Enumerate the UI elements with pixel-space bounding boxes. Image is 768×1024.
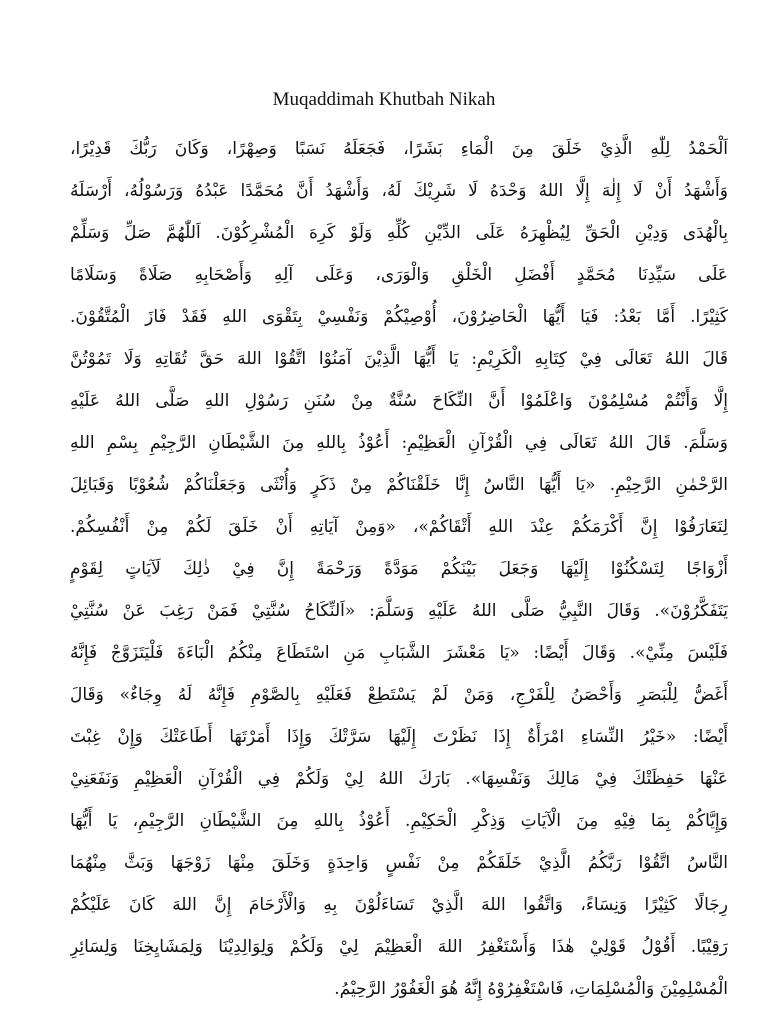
document-title: Muqaddimah Khutbah Nikah bbox=[272, 89, 496, 110]
text-line: أَيْضًا: «خَيْرُ النِّسَاءِ امْرَأَةٌ إِذَا نَظَرْتَ إِلَيْهَا سَرَّتْكَ وَإِذَا أَمَرْتَهَا أَطَاعَتْكَ وَإِنْ غِبْتَ bbox=[70, 727, 728, 747]
text-line: وَإِيَّاكُمْ بِمَا فِيْهِ مِنَ الْآيَاتِ وَذِكْرِ الْحَكِيْمِ. أَعُوْذُ بِاللهِ مِنَ الشَّيْطَانِ الرَّجِيْمِ، يَا أَيُّهَا bbox=[70, 811, 728, 831]
text-line: كَثِيْرًا. أَمَّا بَعْدُ: فَيَا أَيُّهَا الْحَاضِرُوْنَ، أُوْصِيْكُمْ وَنَفْسِيْ بِتَقْوَى اللهِ فَقَدْ فَازَ الْمُتَّقُوْنَ. bbox=[70, 307, 728, 327]
text-line: الرَّحْمٰنِ الرَّحِيْمِ. «يَا أَيُّهَا النَّاسُ إِنَّا خَلَقْنَاكُمْ مِنْ ذَكَرٍ وَأُنْثَى وَجَعَلْنَاكُمْ شُعُوْبًا وَقَبَائِلَ bbox=[70, 475, 728, 495]
text-line: أَغَضُّ لِلْبَصَرِ وَأَحْصَنُ لِلْفَرْجِ، وَمَنْ لَمْ يَسْتَطِعْ فَعَلَيْهِ بِالصَّوْمِ فَإِنَّهُ لَهُ وِجَاءٌ» وَقَالَ bbox=[70, 685, 728, 705]
text-line: وَأَشْهَدُ أَنْ لَا إِلٰهَ إِلَّا اللهُ وَحْدَهُ لَا شَرِيْكَ لَهُ، وَأَشْهَدُ أَنَّ مُحَمَّدًا عَبْدُهُ وَرَسُوْلُهُ، أَرْسَلَهُ bbox=[70, 181, 728, 201]
text-line: رَقِيْبًا. أَقُوْلُ قَوْلِيْ هٰذَا وَأَسْتَغْفِرُ اللهَ الْعَظِيْمَ لِيْ وَلَكُمْ وَلِوَالِدِيْنَا وَلِمَشَايِخِنَا وَلِسَائِرِ bbox=[70, 937, 728, 957]
text-line: الْمُسْلِمِيْنَ وَالْمُسْلِمَاتِ، فَاسْتَغْفِرُوْهُ إِنَّهُ هُوَ الْغَفُوْرُ الرَّحِيْمُ. bbox=[334, 979, 728, 999]
text-line: قَالَ اللهُ تَعَالَى فِيْ كِتَابِهِ الْكَرِيْمِ: يَا أَيُّهَا الَّذِيْنَ آمَنُوْا اتَّقُوْا اللهَ حَقَّ تُقَاتِهِ وَلَا تَمُوْتُنَّ bbox=[70, 349, 728, 369]
text-line: رِجَالًا كَثِيْرًا وَنِسَاءً، وَاتَّقُوا اللهَ الَّذِيْ تَسَاءَلُوْنَ بِهِ وَالْأَرْحَامَ إِنَّ اللهَ كَانَ عَلَيْكُمْ bbox=[70, 895, 728, 915]
text-line: إِلَّا وَأَنْتُمْ مُسْلِمُوْنَ وَاعْلَمُوْا أَنَّ النِّكَاحَ سُنَّةٌ مِنْ سُنَنِ رَسُوْلِ اللهِ صَلَّى اللهُ عَلَيْهِ bbox=[70, 391, 728, 411]
text-line: بِالْهُدَى وَدِيْنِ الْحَقِّ لِيُظْهِرَهُ عَلَى الدِّيْنِ كُلِّهِ وَلَوْ كَرِهَ الْمُشْرِكُوْنَ. اَللّٰهُمَّ صَلِّ وَسَلِّمْ bbox=[70, 223, 728, 243]
khutbah-body bbox=[70, 128, 728, 1010]
text-line: أَزْوَاجًا لِتَسْكُنُوْا إِلَيْهَا وَجَعَلَ بَيْنَكُمْ مَوَدَّةً وَرَحْمَةً إِنَّ فِيْ ذٰلِكَ لَآيَاتٍ لِقَوْمٍ bbox=[70, 559, 728, 579]
text-line: لِتَعَارَفُوْا إِنَّ أَكْرَمَكُمْ عِنْدَ اللهِ أَتْقَاكُمْ»، «وَمِنْ آيَاتِهِ أَنْ خَلَقَ لَكُمْ مِنْ أَنْفُسِكُمْ. bbox=[70, 517, 728, 537]
text-line: النَّاسُ اتَّقُوْا رَبَّكُمُ الَّذِيْ خَلَقَكُمْ مِنْ نَفْسٍ وَاحِدَةٍ وَخَلَقَ مِنْهَا زَوْجَهَا وَبَثَّ مِنْهُمَا bbox=[70, 853, 728, 873]
text-line: عَلَى سَيِّدِنَا مُحَمَّدٍ أَفْضَلِ الْخَلْقِ وَالْوَرَى، وَعَلَى آلِهِ وَأَصْحَابِهِ صَلَاةً وَسَلَامًا bbox=[70, 265, 728, 285]
text-line: فَلَيْسَ مِنِّيْ». وَقَالَ أَيْضًا: «يَا مَعْشَرَ الشَّبَابِ مَنِ اسْتَطَاعَ مِنْكُمُ الْبَاءَةَ فَلْيَتَزَوَّجْ فَإِنَّهُ bbox=[70, 643, 728, 663]
text-line: يَتَفَكَّرُوْنَ». وَقَالَ النَّبِيُّ صَلَّى اللهُ عَلَيْهِ وَسَلَّمَ: «اَلنِّكَاحُ سُنَّتِيْ فَمَنْ رَغِبَ عَنْ سُنَّتِيْ bbox=[70, 601, 728, 621]
text-line: وَسَلَّمَ. قَالَ اللهُ تَعَالَى فِي الْقُرْآنِ الْعَظِيْمِ: أَعُوْذُ بِاللهِ مِنَ الشَّيْطَانِ الرَّجِيْمِ بِسْمِ اللهِ bbox=[70, 433, 728, 453]
text-line: عَنْهَا حَفِظَتْكَ فِيْ مَالِكَ وَنَفْسِهَا». بَارَكَ اللهُ لِيْ وَلَكُمْ فِي الْقُرْآنِ الْعَظِيْمِ وَنَفَعَنِيْ bbox=[70, 769, 728, 789]
text-line: اَلْحَمْدُ لِلّٰهِ الَّذِيْ خَلَقَ مِنَ الْمَاءِ بَشَرًا، فَجَعَلَهُ نَسَبًا وَصِهْرًا، وَكَانَ رَبُّكَ قَدِيْرًا، bbox=[70, 139, 728, 159]
